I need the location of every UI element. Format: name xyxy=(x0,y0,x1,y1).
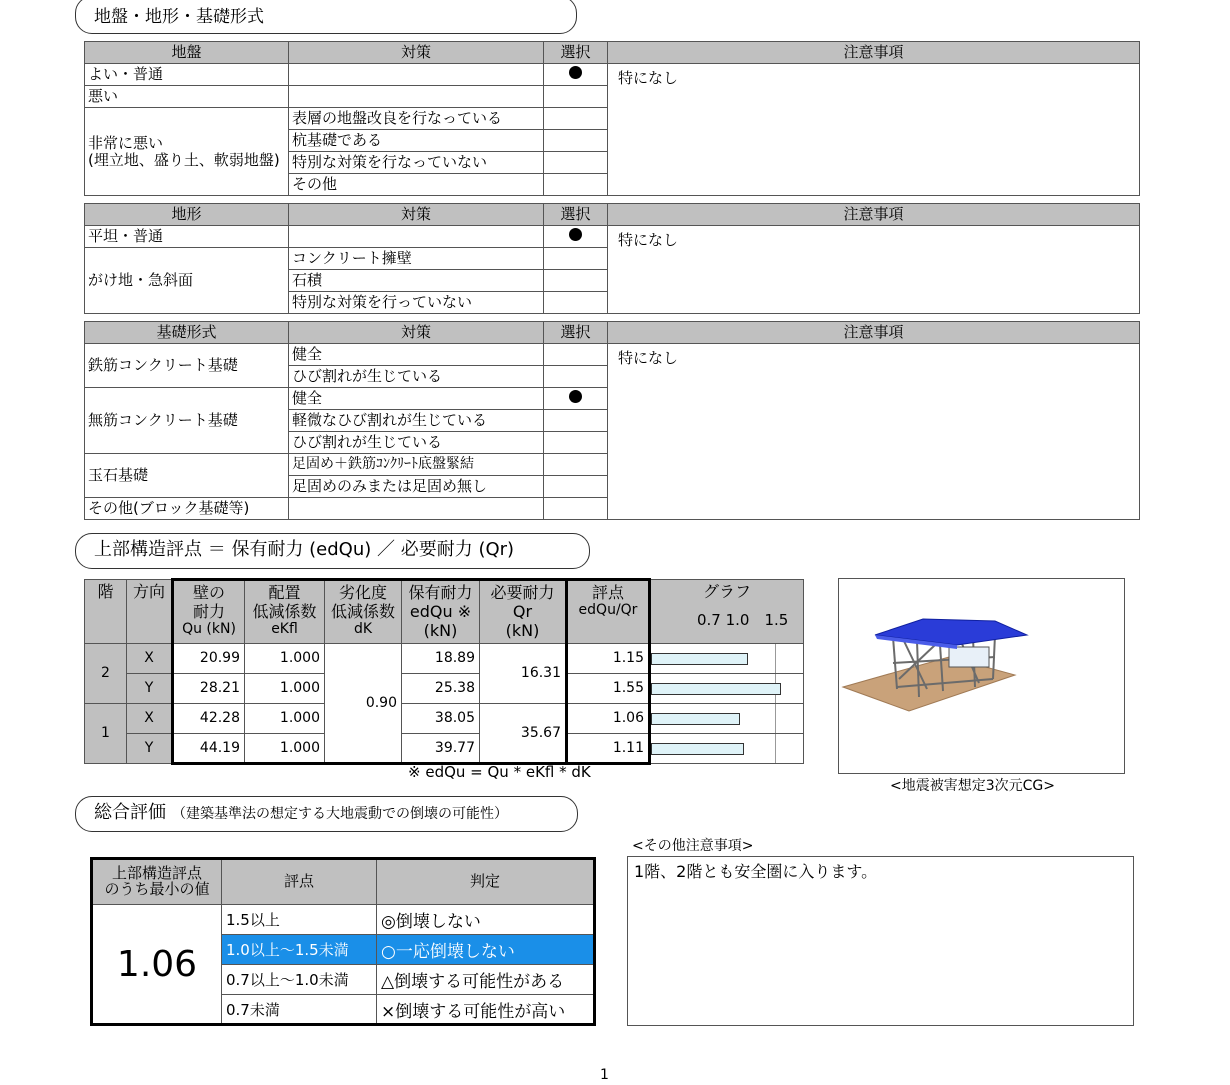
foundation-measure-stone-tied: 足固め＋鉄筋ｺﾝｸﾘｰﾄ底盤緊結 xyxy=(289,454,544,476)
ground-select-good[interactable] xyxy=(544,64,608,86)
section-ground-title xyxy=(75,0,577,34)
table-row xyxy=(92,905,595,935)
eval-header-graph xyxy=(650,580,804,644)
foundation-select-stone-tied[interactable] xyxy=(544,454,608,476)
overall-header-min xyxy=(92,859,222,905)
ground-measure-other: その他 xyxy=(289,174,544,196)
table-row xyxy=(85,704,804,734)
terrain-select-retaining-wall[interactable] xyxy=(544,248,608,270)
eval-edqu: 39.77 xyxy=(402,734,480,764)
score-bar xyxy=(651,743,744,755)
terrain-measure-flat xyxy=(289,226,544,248)
score-bar xyxy=(651,683,781,695)
eval-qu: 44.19 xyxy=(173,734,245,764)
section-overall-subtitle: （建築基準法の想定する大地震動での倒壊の可能性） xyxy=(172,806,508,822)
foundation-select-other[interactable] xyxy=(544,498,608,520)
cg-caption: <地震被害想定3次元CG> xyxy=(890,778,1055,794)
overall-header-min-line2: のうち最小の値 xyxy=(104,880,210,898)
ground-measure-none: 特別な対策を行なっていない xyxy=(289,152,544,174)
eval-score: 1.06 xyxy=(567,704,650,734)
foundation-category-stone: 玉石基礎 xyxy=(85,454,289,498)
ground-category-good: よい・普通 xyxy=(85,64,289,86)
eval-header-held xyxy=(402,580,480,644)
overall-range: 1.5以上 xyxy=(222,905,377,935)
overall-header-min-line1: 上部構造評点 xyxy=(111,864,202,883)
ground-header-note: 注意事項 xyxy=(608,42,1140,64)
eval-score: 1.15 xyxy=(567,644,650,674)
eval-header-deterioration-line2: 低減係数 xyxy=(330,602,395,622)
terrain-measure-retaining-wall: コンクリート擁壁 xyxy=(289,248,544,270)
other-notes-box xyxy=(627,856,1134,1026)
ground-table xyxy=(84,41,1140,196)
terrain-select-stone[interactable] xyxy=(544,270,608,292)
selected-dot-icon xyxy=(569,66,582,79)
eval-ekfl: 1.000 xyxy=(245,644,325,674)
eval-dir: X xyxy=(127,644,173,674)
eval-dk: 0.90 xyxy=(325,644,402,764)
eval-header-layout-line3: eKfl xyxy=(271,621,298,638)
terrain-header-note: 注意事項 xyxy=(608,204,1140,226)
foundation-measure-rc-cracked: ひび割れが生じている xyxy=(289,366,544,388)
eval-graph-cell xyxy=(650,644,804,674)
eval-score: 1.55 xyxy=(567,674,650,704)
structure-evaluation-table xyxy=(84,578,804,765)
eval-graph-cell xyxy=(650,734,804,764)
eval-header-required xyxy=(480,580,567,644)
eval-header-wall-line2: 耐力 xyxy=(192,602,225,622)
eval-header-held-line3: (kN) xyxy=(423,621,458,641)
section-ground-title-text: 地盤・地形・基礎形式 xyxy=(94,7,264,27)
eval-header-direction: 方向 xyxy=(127,580,173,644)
ground-category-very-bad xyxy=(85,108,289,196)
table-row xyxy=(85,344,1140,366)
eval-edqu: 25.38 xyxy=(402,674,480,704)
table-row xyxy=(85,226,1140,248)
eval-qu: 28.21 xyxy=(173,674,245,704)
eval-header-layout-line2: 低減係数 xyxy=(252,602,317,622)
eval-qu: 20.99 xyxy=(173,644,245,674)
eval-header-deterioration xyxy=(325,580,402,644)
eval-header-required-line1: 必要耐力 xyxy=(490,583,555,602)
earthquake-cg-image xyxy=(838,578,1125,774)
overall-header-score: 評点 xyxy=(222,859,377,905)
eval-qu: 42.28 xyxy=(173,704,245,734)
gridline xyxy=(775,734,776,763)
eval-graph-cell xyxy=(650,674,804,704)
overall-judgement-highlighted: ○一応倒壊しない xyxy=(377,935,595,965)
foundation-measure-plain-minor: 軽微なひび割れが生じている xyxy=(289,410,544,432)
foundation-select-plain-cracked[interactable] xyxy=(544,432,608,454)
eval-header-required-line3: (kN) xyxy=(505,621,540,641)
eval-graph-scale: 0.7 1.0 1.5 xyxy=(697,611,789,630)
eval-header-score xyxy=(567,580,650,644)
terrain-measure-stone: 石積 xyxy=(289,270,544,292)
score-bar xyxy=(651,653,748,665)
eval-required-floor1: 35.67 xyxy=(480,704,567,764)
section-structure-title xyxy=(75,533,590,569)
terrain-table xyxy=(84,203,1140,314)
eval-header-deterioration-line3: dK xyxy=(353,621,373,638)
foundation-measure-rc-sound: 健全 xyxy=(289,344,544,366)
eval-ekfl: 1.000 xyxy=(245,734,325,764)
ground-measure-improved: 表層の地盤改良を行なっている xyxy=(289,108,544,130)
ground-select-bad[interactable] xyxy=(544,86,608,108)
overall-range: 0.7以上～1.0未満 xyxy=(222,965,377,995)
eval-header-deterioration-line1: 劣化度 xyxy=(338,583,387,602)
ground-note: 特になし xyxy=(608,64,1140,196)
table-row xyxy=(85,644,804,674)
foundation-select-rc-cracked[interactable] xyxy=(544,366,608,388)
foundation-select-rc-sound[interactable] xyxy=(544,344,608,366)
foundation-measure-stone-none: 足固めのみまたは足固め無し xyxy=(289,476,544,498)
eval-header-layout-line1: 配置 xyxy=(268,583,301,602)
overall-min-value: 1.06 xyxy=(92,905,222,1025)
foundation-category-rc: 鉄筋コンクリート基礎 xyxy=(85,344,289,388)
foundation-header-select: 選択 xyxy=(544,322,608,344)
eval-floor-2: 2 xyxy=(85,644,127,704)
terrain-measure-none: 特別な対策を行っていない xyxy=(289,292,544,314)
other-notes-text: 1階、2階とも安全圏に入ります。 xyxy=(634,862,878,881)
terrain-category-flat: 平坦・普通 xyxy=(85,226,289,248)
ground-very-bad-line1: 非常に悪い xyxy=(88,134,164,152)
foundation-header-note: 注意事項 xyxy=(608,322,1140,344)
ground-category-bad: 悪い xyxy=(85,86,289,108)
eval-header-held-line2: edQu ※ xyxy=(409,602,472,622)
eval-graph-cell xyxy=(650,704,804,734)
eval-header-score-line2: edQu/Qr xyxy=(578,602,638,619)
table-row xyxy=(85,734,804,764)
terrain-header-measure: 対策 xyxy=(289,204,544,226)
eval-dir: Y xyxy=(127,734,173,764)
eval-ekfl: 1.000 xyxy=(245,704,325,734)
terrain-category-cliff: がけ地・急斜面 xyxy=(85,248,289,314)
terrain-header-category: 地形 xyxy=(85,204,289,226)
eval-header-score-line1: 評点 xyxy=(591,583,624,602)
formula-note: ※ edQu = Qu * eKfl * dK xyxy=(408,763,591,781)
eval-required-floor2: 16.31 xyxy=(480,644,567,704)
overall-evaluation-table xyxy=(90,857,596,1026)
ground-select-improved[interactable] xyxy=(544,108,608,130)
foundation-select-plain-minor[interactable] xyxy=(544,410,608,432)
ground-header-category: 地盤 xyxy=(85,42,289,64)
eval-score: 1.11 xyxy=(567,734,650,764)
eval-ekfl: 1.000 xyxy=(245,674,325,704)
eval-header-graph-title: グラフ xyxy=(702,582,751,601)
foundation-measure-other xyxy=(289,498,544,520)
section-overall-title xyxy=(75,796,578,832)
overall-range: 0.7未満 xyxy=(222,995,377,1025)
ground-select-pile[interactable] xyxy=(544,130,608,152)
other-notes-label: <その他注意事項> xyxy=(632,838,754,854)
foundation-measure-plain-cracked: ひび割れが生じている xyxy=(289,432,544,454)
ground-measure-pile: 杭基礎である xyxy=(289,130,544,152)
eval-header-wall-line1: 壁の xyxy=(192,583,225,602)
eval-header-layout xyxy=(245,580,325,644)
eval-header-wall xyxy=(173,580,245,644)
foundation-table xyxy=(84,321,1140,520)
section-overall-title-text: 総合評価 xyxy=(94,802,166,823)
house-3d-illustration xyxy=(839,579,1124,773)
eval-floor-1: 1 xyxy=(85,704,127,764)
overall-range-highlighted: 1.0以上～1.5未満 xyxy=(222,935,377,965)
eval-dir: Y xyxy=(127,674,173,704)
ground-very-bad-line2: (埋立地、盛り土、軟弱地盤) xyxy=(88,150,280,169)
foundation-note: 特になし xyxy=(608,344,1140,520)
selected-dot-icon xyxy=(569,228,582,241)
foundation-header-category: 基礎形式 xyxy=(85,322,289,344)
eval-header-wall-line3: Qu (kN) xyxy=(182,621,236,638)
terrain-select-none[interactable] xyxy=(544,292,608,314)
selected-dot-icon xyxy=(569,390,582,403)
overall-header-judgement: 判定 xyxy=(377,859,595,905)
ground-select-none[interactable] xyxy=(544,152,608,174)
ground-select-other[interactable] xyxy=(544,174,608,196)
foundation-header-measure: 対策 xyxy=(289,322,544,344)
gridline xyxy=(775,704,776,733)
foundation-measure-plain-sound: 健全 xyxy=(289,388,544,410)
terrain-select-flat[interactable] xyxy=(544,226,608,248)
gridline xyxy=(775,644,776,673)
score-bar xyxy=(651,713,740,725)
section-structure-title-text: 上部構造評点 ＝ 保有耐力 (edQu) ／ 必要耐力 (Qr) xyxy=(94,539,515,560)
foundation-category-plain: 無筋コンクリート基礎 xyxy=(85,388,289,454)
eval-edqu: 18.89 xyxy=(402,644,480,674)
foundation-category-other: その他(ブロック基礎等) xyxy=(85,498,289,520)
ground-header-select: 選択 xyxy=(544,42,608,64)
foundation-select-stone-none[interactable] xyxy=(544,476,608,498)
terrain-note: 特になし xyxy=(608,226,1140,314)
ground-measure-good xyxy=(289,64,544,86)
eval-edqu: 38.05 xyxy=(402,704,480,734)
eval-header-held-line1: 保有耐力 xyxy=(408,583,473,602)
table-row xyxy=(85,674,804,704)
eval-header-floor: 階 xyxy=(85,580,127,644)
overall-judgement: ◎倒壊しない xyxy=(377,905,595,935)
ground-measure-bad xyxy=(289,86,544,108)
terrain-header-select: 選択 xyxy=(544,204,608,226)
overall-judgement: △倒壊する可能性がある xyxy=(377,965,595,995)
page-number: 1 xyxy=(600,1067,609,1083)
eval-dir: X xyxy=(127,704,173,734)
overall-judgement: ×倒壊する可能性が高い xyxy=(377,995,595,1025)
ground-header-measure: 対策 xyxy=(289,42,544,64)
table-row xyxy=(85,64,1140,86)
eval-header-required-line2: Qr xyxy=(512,602,533,622)
foundation-select-plain-sound[interactable] xyxy=(544,388,608,410)
